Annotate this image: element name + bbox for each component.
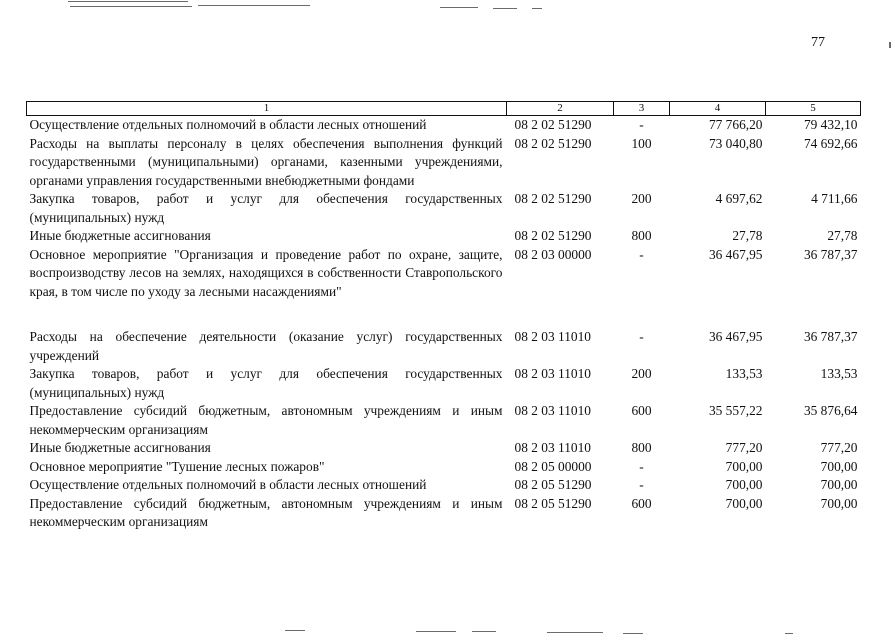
row-code: 08 2 03 00000 (514, 246, 592, 262)
table-row (27, 439, 861, 458)
row-type: 200 (631, 366, 652, 381)
scan-artifact (889, 42, 891, 48)
row-value-1: 700,00 (725, 495, 763, 511)
row-type: - (639, 477, 644, 492)
row-value-2: 74 692,66 (803, 135, 858, 151)
column-header: 1 (27, 102, 507, 116)
row-name: Осуществление отдельных полномочий в области лесных отношений (29, 117, 427, 132)
row-type: - (639, 458, 644, 474)
row-value-1: 36 467,95 (708, 329, 763, 344)
scan-artifact (532, 8, 542, 9)
scan-artifact (785, 633, 793, 634)
row-value-2: 133,53 (820, 366, 858, 381)
scan-artifact (70, 6, 192, 7)
scan-artifact (493, 8, 517, 9)
row-value-2: 4 711,66 (811, 191, 858, 206)
row-type: - (639, 117, 644, 132)
table-header-row (27, 102, 861, 116)
row-value-1: 700,00 (725, 458, 763, 474)
column-header: 4 (670, 102, 766, 116)
row-type: - (639, 329, 644, 344)
scan-artifact (68, 1, 188, 2)
row-code: 08 2 02 51290 (514, 135, 592, 151)
row-name: Расходы на выплаты персоналу в целях обеспечения выполнения функций государственными (муниципальными) органами, казенными учреждениями, органами управления государственными внебюджетными фондами (29, 135, 503, 188)
table-row (27, 402, 861, 439)
table-row (27, 246, 861, 329)
page-number: 77 (811, 35, 825, 50)
row-value-2: 36 787,37 (803, 246, 858, 262)
row-value-2: 36 787,37 (803, 329, 858, 344)
row-code: 08 2 03 11010 (514, 329, 591, 344)
row-name: Иные бюджетные ассигнования (29, 228, 211, 243)
table-row (27, 495, 861, 532)
row-value-1: 777,20 (725, 440, 763, 455)
row-value-2: 35 876,64 (803, 403, 858, 418)
table-row (27, 116, 861, 135)
table-row (27, 190, 861, 227)
table-row (27, 476, 861, 495)
row-value-2: 700,00 (820, 477, 858, 492)
row-type: 100 (631, 135, 652, 151)
row-value-1: 27,78 (732, 228, 763, 243)
row-value-2: 27,78 (827, 228, 858, 243)
row-name: Иные бюджетные ассигнования (29, 440, 211, 455)
column-header: 2 (507, 102, 614, 116)
scan-artifact (623, 633, 643, 634)
row-code: 08 2 05 51290 (514, 477, 592, 492)
row-value-1: 700,00 (725, 477, 763, 492)
row-name: Осуществление отдельных полномочий в области лесных отношений (29, 477, 427, 492)
row-name: Закупка товаров, работ и услуг для обеспечения государственных (муниципальных) нужд (29, 191, 503, 225)
row-value-2: 777,20 (820, 440, 858, 455)
row-name: Закупка товаров, работ и услуг для обеспечения государственных (муниципальных) нужд (29, 366, 503, 400)
row-value-1: 73 040,80 (708, 135, 763, 151)
row-value-1: 4 697,62 (715, 191, 763, 206)
row-value-2: 79 432,10 (803, 117, 858, 132)
row-name: Предоставление субсидий бюджетным, автономным учреждениям и иным некоммерческим организациям (29, 403, 503, 437)
row-name: Основное мероприятие "Тушение лесных пожаров" (29, 458, 325, 474)
scan-artifact (472, 631, 496, 632)
scan-artifact (198, 5, 310, 6)
row-code: 08 2 02 51290 (514, 191, 592, 206)
row-code: 08 2 02 51290 (514, 117, 592, 132)
row-code: 08 2 03 11010 (514, 403, 591, 418)
row-value-2: 700,00 (820, 495, 858, 511)
scan-artifact (285, 630, 305, 631)
table-row (27, 458, 861, 477)
row-name: Основное мероприятие "Организация и проведение работ по охране, защите, воспроизводству лесов на землях, находящихся в собственности Ставропольского края, в том числе по уходу за лесными насаждениями" (29, 246, 503, 299)
row-code: 08 2 05 00000 (514, 458, 592, 474)
row-value-1: 36 467,95 (708, 246, 763, 262)
row-name: Расходы на обеспечение деятельности (оказание услуг) государственных учреждений (29, 329, 503, 363)
row-type: 800 (631, 440, 652, 455)
row-code: 08 2 05 51290 (514, 495, 592, 511)
table-row (27, 135, 861, 191)
row-value-1: 133,53 (725, 366, 763, 381)
row-type: 600 (631, 403, 652, 418)
scan-artifact (416, 631, 456, 632)
row-value-1: 35 557,22 (708, 403, 763, 418)
table-row (27, 365, 861, 402)
row-type: 200 (631, 191, 652, 206)
row-code: 08 2 03 11010 (514, 366, 591, 381)
row-code: 08 2 03 11010 (514, 440, 591, 455)
scan-artifact (440, 7, 478, 8)
row-type: 600 (631, 495, 652, 511)
budget-table (26, 101, 861, 532)
row-code: 08 2 02 51290 (514, 228, 592, 243)
row-type: - (639, 246, 644, 262)
row-value-1: 77 766,20 (708, 117, 763, 132)
row-name: Предоставление субсидий бюджетным, автономным учреждениям и иным некоммерческим организациям (29, 495, 503, 529)
table-row (27, 227, 861, 246)
column-header: 5 (766, 102, 861, 116)
column-header: 3 (614, 102, 670, 116)
row-value-2: 700,00 (820, 458, 858, 474)
row-type: 800 (631, 228, 652, 243)
scan-artifact (547, 632, 603, 633)
table-row (27, 328, 861, 365)
